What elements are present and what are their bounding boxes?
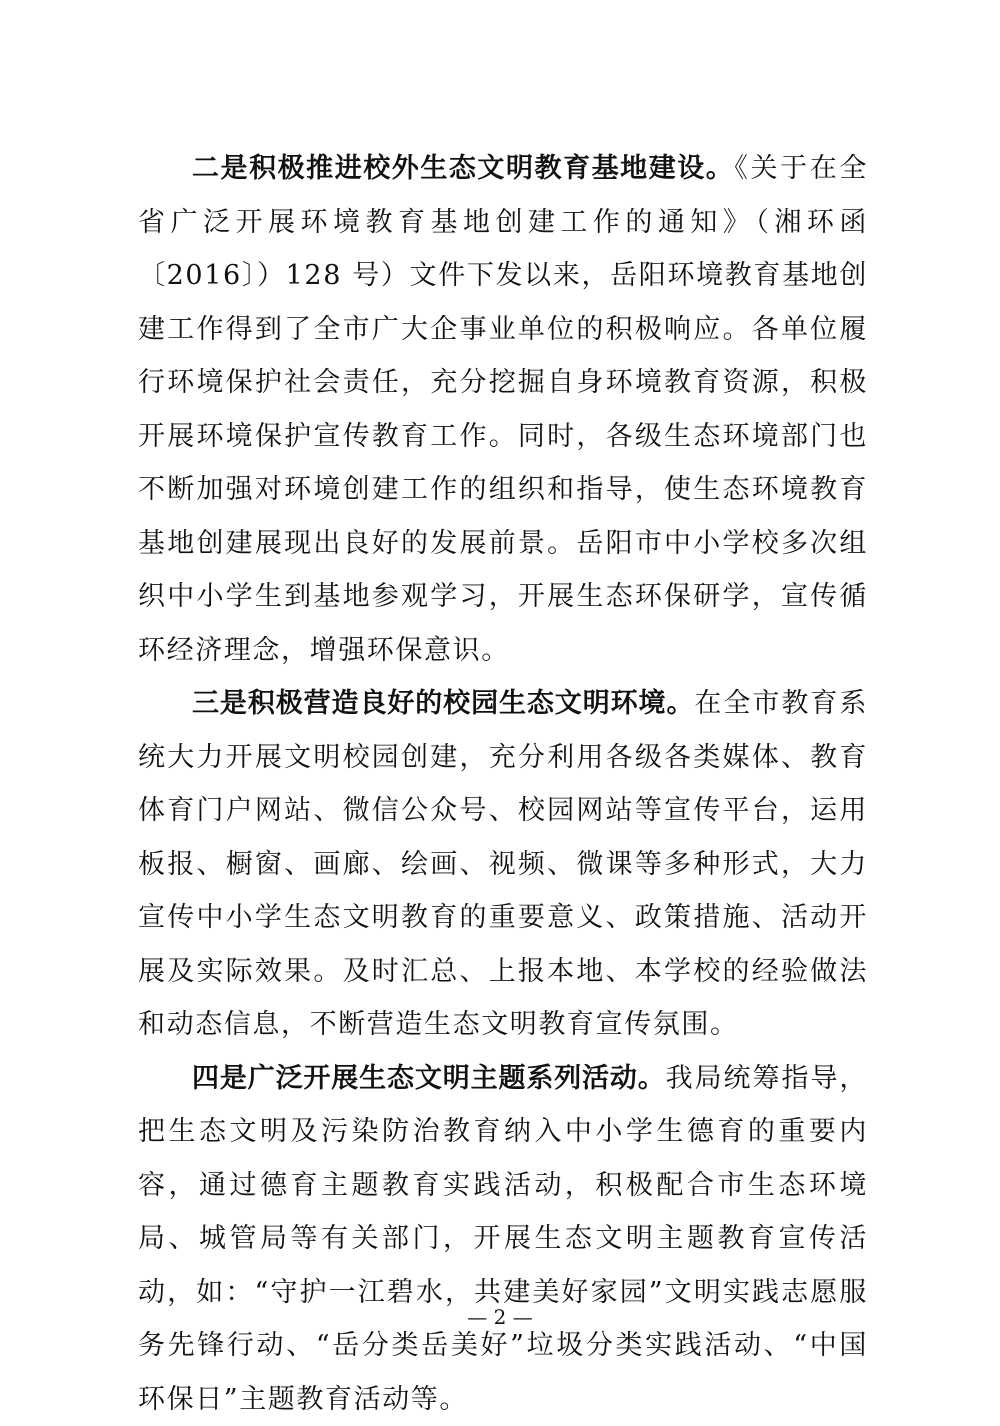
paragraph-heading: 三是积极营造良好的校园生态文明环境。 — [192, 688, 694, 719]
paragraph-heading: 二是积极推进校外生态文明教育基地建设。 — [192, 153, 734, 184]
paragraph-text: 《关于在全省广泛开展环境教育基地创建工作的通知》（湘环函〔2016〕）128 号）文件下发以来，岳阳环境教育基地创建工作得到了全市广大企事业单位的积极响应。各单位履行环境保护社会责任，充分挖掘自身环境教育资源，积极开展环境保护宣传教育工作。同时，各级生态环境部门也不断加强对环境创建工作的组织和指导，使生态环境教育基地创建展现出良好的发展前景。岳阳市中小学校多次组织中小学生到基地参观学习，开展生态环保研学，宣传循环经济理念，增强环保意识。 — [138, 153, 868, 666]
paragraph-campus-environment — [138, 677, 868, 1052]
paragraph-theme-activities — [138, 1052, 868, 1426]
paragraph-heading: 四是广泛开展生态文明主题系列活动。 — [192, 1063, 666, 1094]
paragraph-school-external-base — [138, 142, 868, 677]
paragraph-text: 我局统筹指导，把生态文明及污染防治教育纳入中小学生德育的重要内容，通过德育主题教育实践活动，积极配合市生态环境局、城管局等有关部门，开展生态文明主题教育宣传活动，如：“守护一江碧水，共建美好家园”文明实践志愿服务先锋行动、“岳分类岳美好”垃圾分类实践活动、“中国环保日”主题教育活动等。 — [138, 1063, 868, 1415]
paragraph-text: 在全市教育系统大力开展文明校园创建，充分利用各级各类媒体、教育体育门户网站、微信公众号、校园网站等宣传平台，运用板报、橱窗、画廊、绘画、视频、微课等多种形式，大力宣传中小学生态文明教育的重要意义、政策措施、活动开展及实际效果。及时汇总、上报本地、本学校的经验做法和动态信息，不断营造生态文明教育宣传氛围。 — [138, 688, 868, 1040]
page-number: — 2 — — [0, 1305, 1000, 1329]
document-body — [138, 142, 868, 1426]
